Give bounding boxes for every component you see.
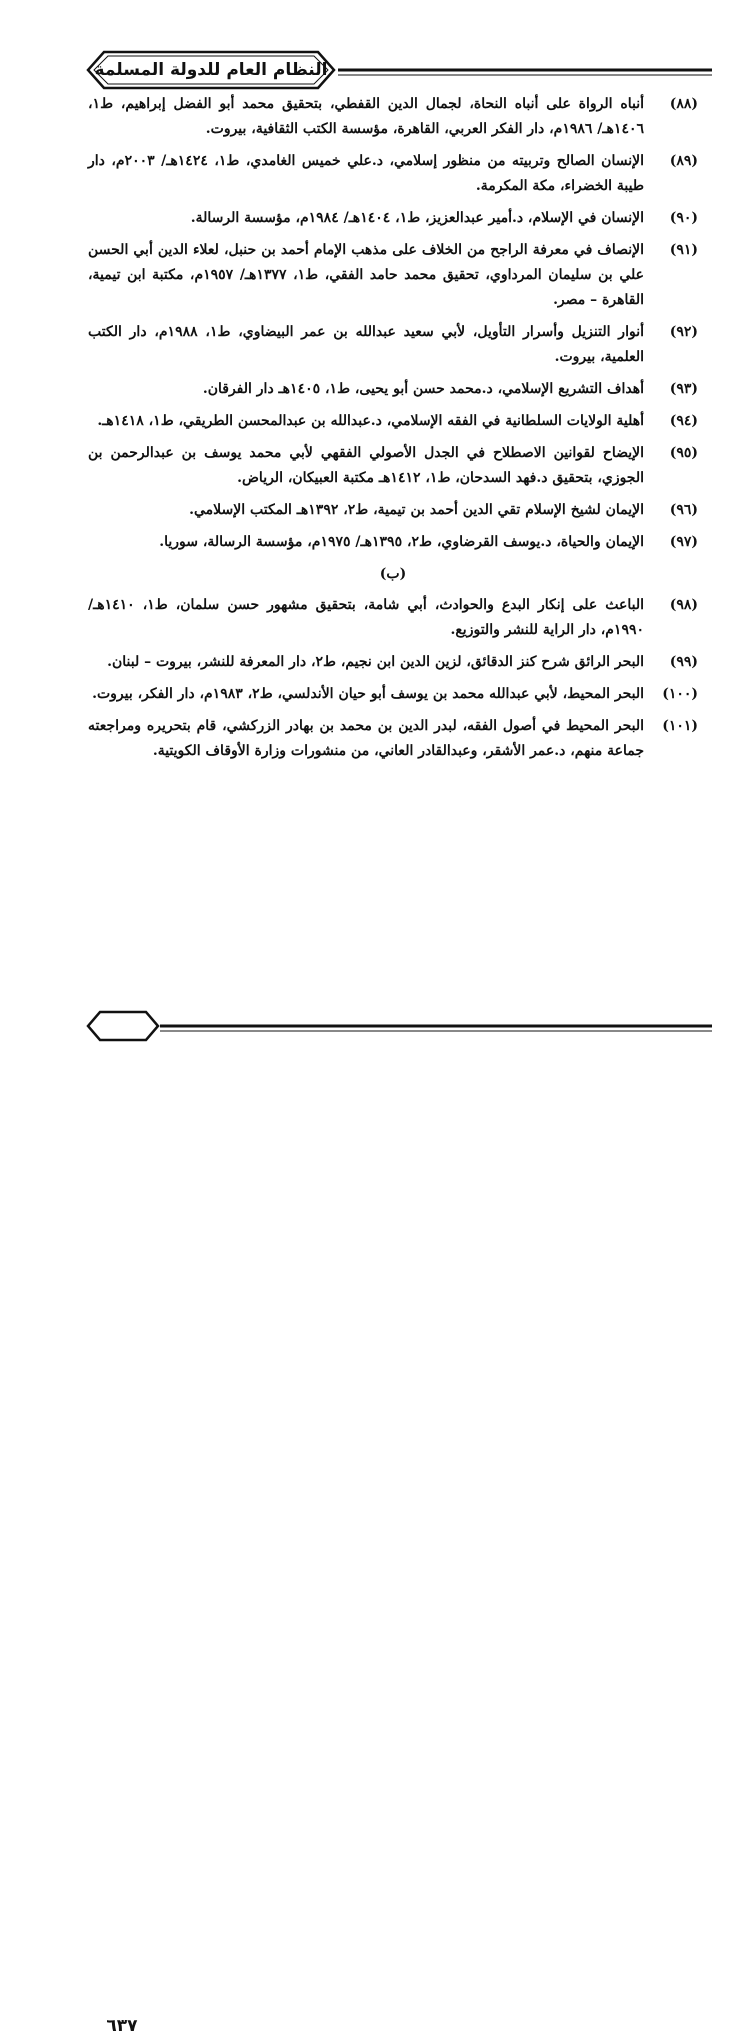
entry-number: (٩٨) (669, 597, 698, 613)
bibliography-entry (88, 320, 698, 370)
entry-text: الإنسان في الإسلام، د.أمير عبدالعزيز، ط١، ١٤٠٤هـ/ ١٩٨٤م، مؤسسة الرسالة. (190, 210, 644, 226)
entry-text: الإيمان لشيخ الإسلام تقي الدين أحمد بن تيمية، ط٢، ١٣٩٢هـ المكتب الإسلامي. (189, 502, 644, 518)
footer-ornament (0, 1000, 751, 1060)
bibliography-entry (88, 530, 698, 555)
entry-text: أهلية الولايات السلطانية في الفقه الإسلامي، د.عبدالله بن عبدالمحسن الطريقي، ط١، ١٤١٨هـ. (97, 413, 644, 429)
section-heading: (ب) (379, 566, 407, 582)
running-title: النظام العام للدولة المسلمة (94, 60, 328, 80)
entry-number: (١٠١) (662, 718, 698, 734)
bibliography-entry (88, 92, 698, 142)
entry-text: الباعث على إنكار البدع والحوادث، أبي شامة، بتحقيق مشهور حسن سلمان، ط١، ١٤١٠هـ/ ١٩٩٠م، دار الراية للنشر والتوزيع. (88, 597, 644, 638)
entry-text: أنباه الرواة على أنباه النحاة، لجمال الدين القفطي، بتحقيق محمد أبو الفضل إبراهيم، ط١، ١٤٠٦هـ/ ١٩٨٦م، دار الفكر العربي، القاهرة، مؤسسة الكتب الثقافية، بيروت. (88, 96, 644, 137)
entry-number: (٩٤) (669, 413, 698, 429)
entry-number: (٩١) (669, 242, 698, 258)
bibliography-entry (88, 682, 698, 707)
entry-text: البحر المحيط، لأبي عبدالله محمد بن يوسف أبو حيان الأندلسي، ط٢، ١٩٨٣م، دار الفكر، بيروت. (92, 686, 644, 702)
bibliography-entry (88, 377, 698, 402)
bibliography-entry (88, 593, 698, 643)
entry-text: أنوار التنزيل وأسرار التأويل، لأبي سعيد عبدالله بن عمر البيضاوي، ط١، ١٩٨٨م، دار الكتب العلمية، بيروت. (88, 324, 644, 365)
entry-text: الإنسان الصالح وتربيته من منظور إسلامي، د.علي خميس الغامدي، ط١، ١٤٢٤هـ/ ٢٠٠٣م، دار طيبة الخضراء، مكة المكرمة. (88, 153, 644, 194)
entry-text: البحر الرائق شرح كنز الدقائق، لزين الدين ابن نجيم، ط٢، دار المعرفة للنشر، بيروت – لبنان. (107, 654, 644, 670)
entry-number: (٩٦) (669, 502, 698, 518)
bibliography-entry (88, 714, 698, 764)
page-number: ٦٣٧ (106, 2016, 138, 2036)
bibliography-entry (88, 238, 698, 313)
bibliography-entry (88, 441, 698, 491)
entry-text: الإيضاح لقوانين الاصطلاح في الجدل الأصولي الفقهي لأبي محمد يوسف بن عبدالرحمن بن الجوزي، بتحقيق د.فهد السدحان، ط١، ١٤١٢هـ مكتبة العبيكان، الرياض. (88, 445, 644, 486)
entry-text: الإيمان والحياة، د.يوسف القرضاوي، ط٢، ١٣٩٥هـ/ ١٩٧٥م، مؤسسة الرسالة، سوريا. (159, 534, 644, 550)
entry-text: البحر المحيط في أصول الفقه، لبدر الدين بن محمد بن بهادر الزركشي، قام بتحريره ومراجعته جماعة منهم، د.عمر الأشقر، وعبدالقادر العاني، من منشورات وزارة الأوقاف الكويتية. (88, 718, 644, 759)
bibliography-entry (88, 650, 698, 675)
bibliography-entry (88, 206, 698, 231)
entry-number: (١٠٠) (662, 686, 698, 702)
entry-number: (٩٢) (669, 324, 698, 340)
entry-text: الإنصاف في معرفة الراجح من الخلاف على مذهب الإمام أحمد بن حنبل، لعلاء الدين أبي الحسن علي بن سليمان المرداوي، تحقيق محمد حامد الفقي، ط١، ١٣٧٧هـ/ ١٩٥٧م، مكتبة ابن تيمية، القاهرة – مصر. (88, 242, 644, 308)
entry-number: (٨٨) (669, 96, 698, 112)
entry-text: أهداف التشريع الإسلامي، د.محمد حسن أبو يحيى، ط١، ١٤٠٥هـ دار الفرقان. (202, 381, 644, 397)
entry-number: (٨٩) (669, 153, 698, 169)
bibliography-list (88, 92, 698, 771)
entry-number: (٩٥) (669, 445, 698, 461)
page-footer (0, 1000, 751, 2036)
bibliography-entry (88, 409, 698, 434)
entry-number: (٩٣) (669, 381, 698, 397)
bibliography-entry (88, 149, 698, 199)
entry-number: (٩٠) (669, 210, 698, 226)
entry-number: (٩٧) (669, 534, 698, 550)
bibliography-entry (88, 498, 698, 523)
entry-number: (٩٩) (669, 654, 698, 670)
